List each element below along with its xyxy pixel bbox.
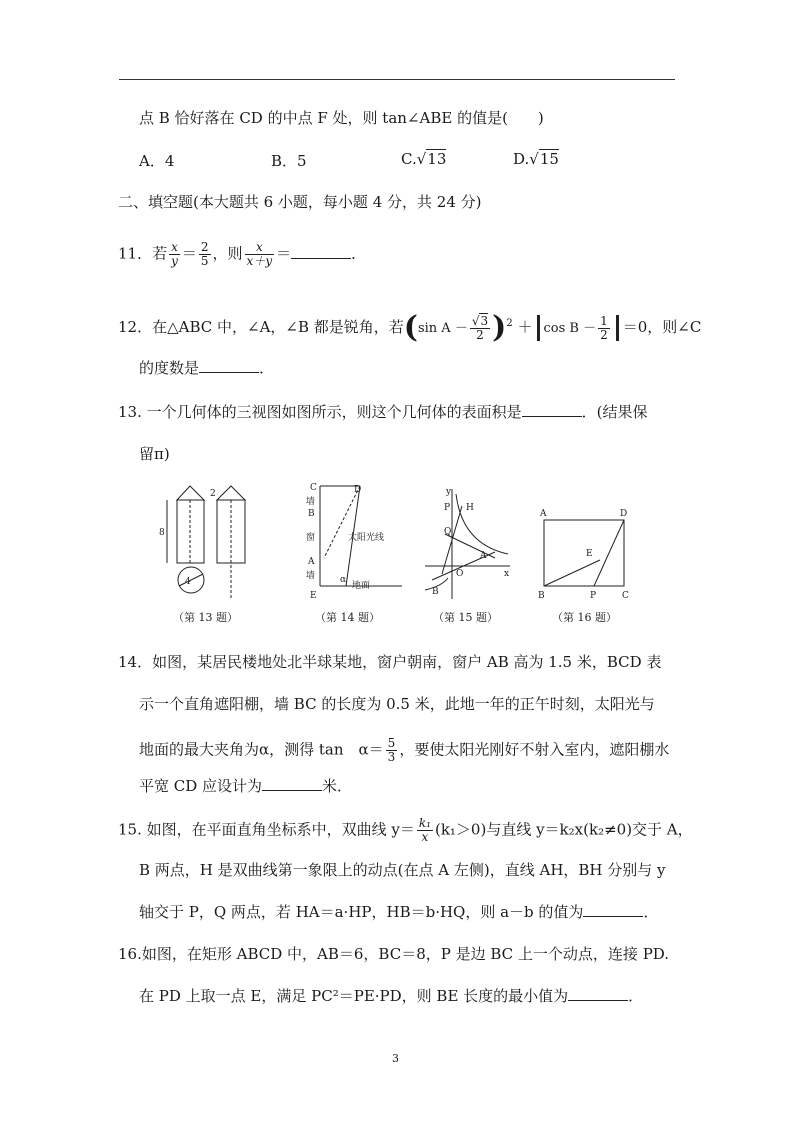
- fig16-label-e: E: [586, 549, 593, 559]
- fig15-label-h: H: [466, 503, 474, 513]
- answer-blank[interactable]: [291, 244, 351, 259]
- question-13: 13. 一个几何体的三视图如图所示，则这个几何体的表面积是 ．(结果保: [118, 403, 648, 421]
- fig14-label-ground: 地面: [352, 581, 371, 591]
- answer-blank[interactable]: [568, 986, 628, 1001]
- question-14: 14．如图，某居民楼地处北半球某地，窗户朝南，窗户 AB 高为 1.5 米，BCD 表: [118, 653, 662, 671]
- figure-15: [420, 484, 515, 604]
- question-15-line2: B 两点，H 是双曲线第一象限上的动点(在点 A 左侧)，直线 AH，BH 分别与 y: [139, 861, 666, 879]
- answer-blank[interactable]: [262, 776, 322, 791]
- q10-option-a: A．4: [139, 152, 175, 170]
- header-rule: [119, 79, 675, 80]
- caption-13: （第 13 题）: [173, 611, 238, 624]
- caption-15: （第 15 题）: [433, 611, 498, 624]
- figure-14: [302, 478, 412, 603]
- question-16-line2: 在 PD 上取一点 E，满足 PC²＝PE·PD，则 BE 长度的最小值为 ．: [139, 987, 644, 1005]
- q10-option-b: B．5: [271, 152, 307, 170]
- fig13-len-8: 8: [159, 528, 165, 538]
- q10-option-c: C.√13: [401, 150, 447, 168]
- fig14-label-sunray: 太阳光线: [348, 533, 385, 543]
- question-16: 16.如图，在矩形 ABCD 中，AB＝6，BC＝8，P 是边 BC 上一个动点，连接 PD.: [118, 945, 670, 963]
- question-14-line2: 示一个直角遮阳棚，墙 BC 的长度为 0.5 米，此地一年的正午时刻，太阳光与: [139, 695, 655, 713]
- figure-13: [155, 478, 255, 603]
- fig13-len-2: 2: [210, 489, 216, 499]
- fig13-len-4: 4: [185, 577, 191, 587]
- fig15-label-p: P: [444, 503, 451, 513]
- fig14-label-e: E: [310, 591, 317, 601]
- fig16-label-p: P: [590, 591, 597, 601]
- fig15-label-x: x: [504, 569, 510, 579]
- caption-14: （第 14 题）: [315, 611, 380, 624]
- q10-stem: 点 B 恰好落在 CD 的中点 F 处，则 tan∠ABE 的值是( ): [139, 109, 544, 127]
- fig14-label-wall2: 墙: [306, 571, 316, 581]
- fig15-label-o: O: [456, 569, 464, 579]
- question-12-line2: 的度数是 ．: [139, 359, 275, 377]
- fig14-label-c: C: [310, 483, 317, 493]
- answer-blank[interactable]: [583, 902, 643, 917]
- fig14-label-b: B: [308, 509, 315, 519]
- question-14-line4: 平宽 CD 应设计为 米．: [139, 777, 353, 795]
- question-12: 12．在△ABC 中，∠A，∠B 都是锐角，若(sin A － $\frac{√3}{2}$ )$^2$ ＋ cos B － $\frac{1}{2}$ ＝0，则∠C: [118, 310, 702, 345]
- fig14-label-wall1: 墙: [306, 497, 316, 507]
- question-15-line3: 轴交于 P，Q 两点，若 HA＝a·HP，HB＝b·HQ，则 a－b 的值为 ．: [139, 903, 659, 921]
- question-11: 11．若 $\frac{x}{y}$ ＝ $\frac{2}{5}$ ，则 $\frac{x}{x+y}$ ＝ ．: [118, 240, 367, 268]
- answer-blank[interactable]: [522, 402, 582, 417]
- q10-option-d: D.√15: [513, 150, 559, 168]
- question-13-line2: 留π): [139, 445, 170, 463]
- fig15-label-a: A: [480, 551, 487, 561]
- answer-blank[interactable]: [199, 358, 259, 373]
- fig14-label-a: A: [308, 557, 315, 567]
- fig14-label-alpha: α: [340, 575, 347, 585]
- fig16-label-c: C: [622, 591, 629, 601]
- question-14-line3: 地面的最大夹角为α，测得 tan α＝ $\frac{5}{3}$ ，要使太阳光刚好不射入室内，遮阳棚水: [139, 736, 670, 764]
- caption-16: （第 16 题）: [552, 611, 617, 624]
- fig16-label-b: B: [538, 591, 545, 601]
- fig16-label-a: A: [540, 509, 547, 519]
- fig14-label-d: D: [354, 485, 362, 495]
- fig14-label-window: 窗: [306, 533, 316, 543]
- fig15-label-q: Q: [444, 527, 452, 537]
- section-title: 二、填空题(本大题共 6 小题，每小题 4 分，共 24 分): [118, 193, 482, 211]
- fig16-label-d: D: [620, 509, 628, 519]
- page-number: 3: [392, 1052, 399, 1065]
- fig15-label-b: B: [432, 587, 439, 597]
- figure-16: [532, 502, 637, 602]
- fig15-label-y: y: [446, 487, 452, 497]
- question-15: 15. 如图，在平面直角坐标系中，双曲线 y＝ $\frac{\text{k₁}}{x}$ (k₁＞0)与直线 y＝k₂x(k₂≠0)交于 A，: [118, 816, 693, 844]
